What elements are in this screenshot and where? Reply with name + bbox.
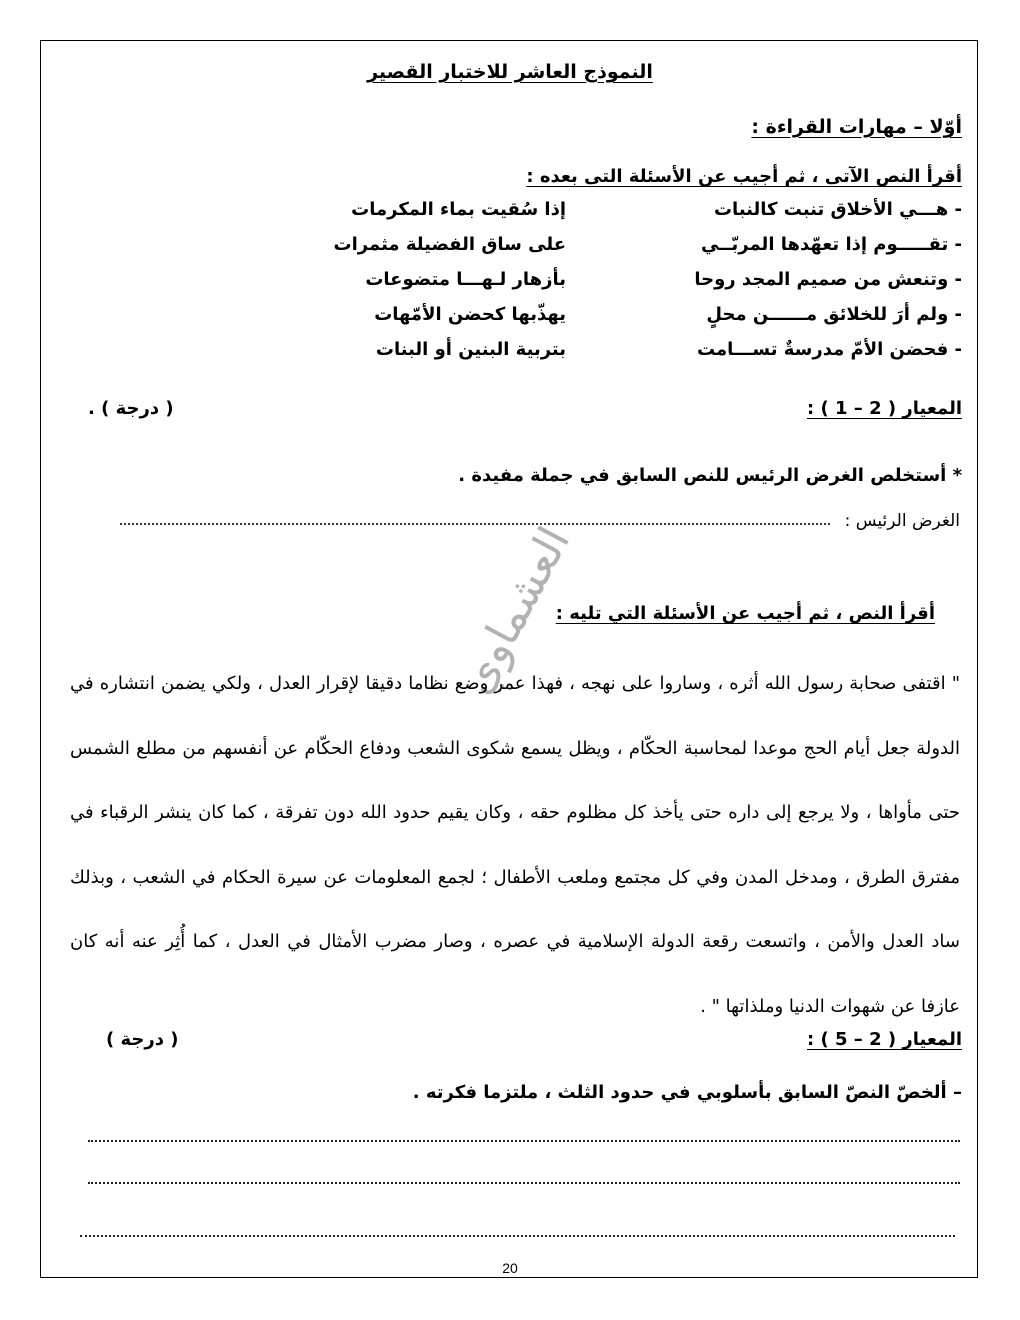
answer-label: الغرض الرئيس : [844,511,960,531]
answer-line-summary[interactable] [88,1182,960,1184]
criterion-score: ( درجة ) . [88,398,174,419]
poem-verse-right: - ولم أرَ للخلائق مــــــن محلٍ [706,304,962,325]
page-title: النموذج العاشر للاختبار القصير [367,61,653,83]
poem-verse-left: على ساق الفضيلة مثمرات [333,234,566,255]
poem-verse-left: بأزهار لـهـــا متضوعات [365,269,566,290]
poem-verse-right: - وتنعش من صميم المجد روحا [694,269,962,290]
section-heading: أوّلا – مهارات القراءة : [751,116,962,138]
poem-verse-right: - فحضن الأمّ مدرسةٌ تســـامت [696,339,962,360]
answer-line-summary[interactable] [80,1235,955,1237]
page-number: 20 [502,1260,518,1276]
criterion-label: المعيار ( 2 – 1 ) : [807,398,962,419]
dotted-line [120,523,830,525]
reading-passage [70,652,960,1039]
poem-verse-left: يهذّبها كحضن الأمّهات [374,304,566,325]
criterion-label: المعيار ( 2 – 5 ) : [807,1029,962,1050]
poem-verse-left: إذا سُقيت بماء المكرمات [351,199,566,220]
question-summary: – ألخصّ النصّ السابق بأسلوبي في حدود الثلث ، ملتزما فكرته . [412,1082,962,1103]
passage-text: " اقتفى صحابة رسول الله أثره ، وساروا على نهجه ، فهذا عمر وضع نظاما دقيقا لإقرار العدل ، ولكي يضمن انتشاره في الدولة جعل أيام الحج موعدا لمحاسبة الحكّام ، ويظل يسمع شكوى الشعب ودفاع الحكّام عن أنفسهم من مطلع الشمس حتى مأواها ، ولا يرجع إلى داره حتى يأخذ كل مظلوم حقه ، وكان يقيم حدود الله دون تفرقة ، كما كان ينشر الرقباء في مفترق الطرق ، ومدخل المدن وفي كل مجتمع وملعب الأطفال ؛ لجمع المعلومات عن سيرة الحكام في الشعب ، وبذلك ساد العدل والأمن ، واتسعت رقعة الدولة الإسلامية في عصره ، وصار مضرب الأمثال في العدل ، كما أُثِر عنه أنه كان عازفا عن شهوات الدنيا وملذاتها " . [70,673,960,1017]
poem-verse-left: بتربية البنين أو البنات [375,339,566,360]
question-main-purpose: * أستخلص الغرض الرئيس للنص السابق في جملة مفيدة . [458,465,962,486]
answer-line-summary[interactable] [88,1140,960,1142]
poem-verse-right: - تقـــــوم إذا تعهّدها المربّــي [701,234,962,255]
poem-verse-right: - هـــي الأخلاق تنبت كالنبات [713,199,962,220]
criterion-score: ( درجة ) [106,1029,179,1050]
watermark: العشماوي [450,518,581,703]
passage-instruction: أقرأ النص ، ثم أجيب عن الأسئلة التي تليه : [555,603,935,624]
poem-instruction: أقرأ النص الآتى ، ثم أجيب عن الأسئلة التى بعده : [526,166,962,187]
